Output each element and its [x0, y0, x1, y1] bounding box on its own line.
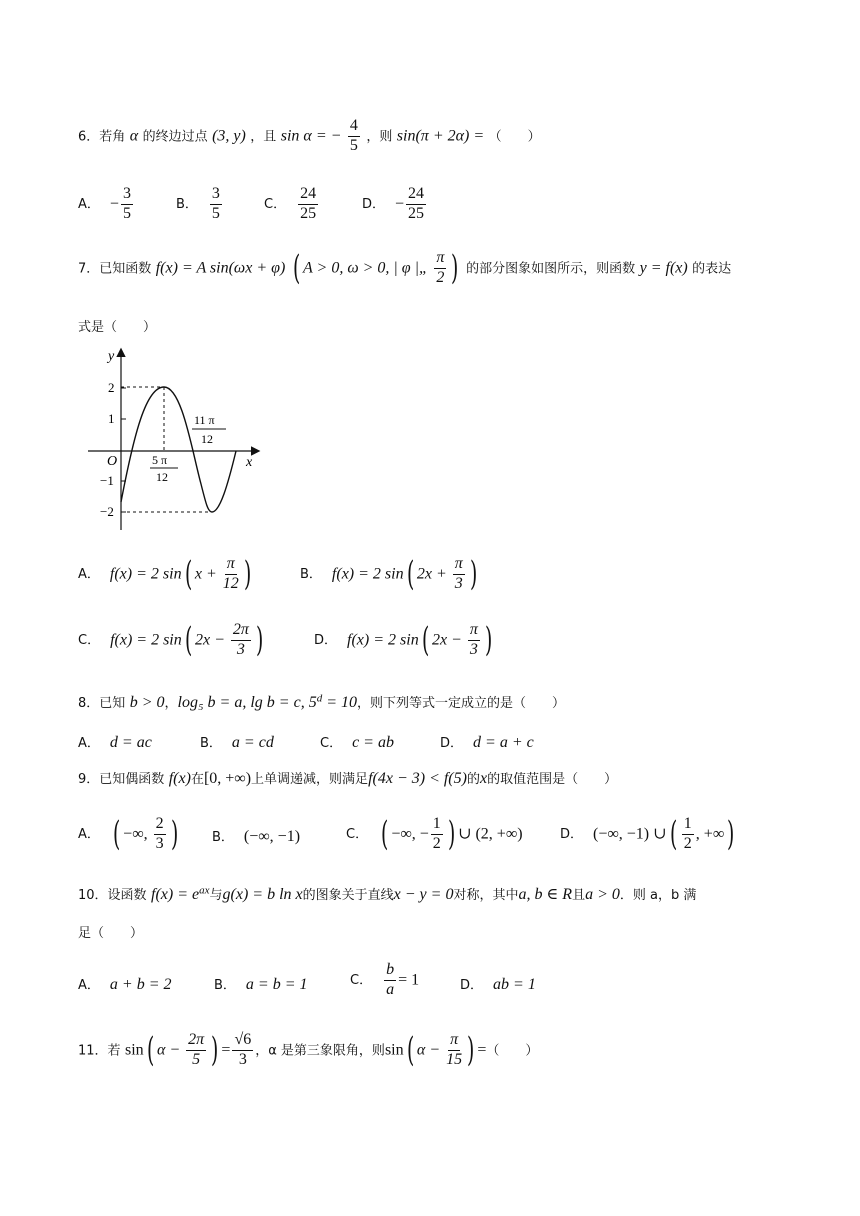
q10-option-d[interactable]: D． ab = 1 — [460, 976, 536, 993]
q10-option-a[interactable]: A． a + b = 2 — [78, 976, 172, 993]
q6-mid1: 的终边过点 — [142, 129, 208, 145]
q6-option-c[interactable]: C． $\frac{24}{25}$ — [264, 185, 317, 222]
q8-option-c[interactable]: C． c = ab — [320, 734, 394, 751]
question-7-stem-line2: 式是（ ） — [78, 320, 157, 335]
q6-option-a[interactable]: A． − $\frac{3}{5}$ — [78, 185, 131, 222]
q6-point: (3, y) — [212, 127, 246, 145]
q7-condition: A > 0, ω > 0, | φ |„ — [303, 259, 428, 277]
peak-x-num: 5 π — [152, 453, 168, 467]
q9-option-b[interactable]: B． (−∞, −1) — [212, 828, 301, 845]
q7-option-b[interactable]: B． f(x) = 2 sin( 2x + $\frac{\pi}{3}$ ) — [300, 554, 478, 595]
x-axis-label: x — [246, 455, 253, 470]
q8-option-d[interactable]: D． d = a + c — [440, 734, 534, 751]
q7-option-d[interactable]: D． f(x) = 2 sin( 2x − $\frac{\pi}{3}$ ) — [314, 620, 493, 661]
question-10-stem-line2: 足（ ） — [78, 926, 144, 941]
q8-option-a[interactable]: A． d = ac — [78, 734, 152, 751]
tick-2: 2 — [108, 380, 115, 395]
tick-neg1: −1 — [100, 473, 114, 488]
q10-option-c[interactable]: C． $\frac{b}{a}$ = 1 — [350, 961, 420, 998]
q6-alpha: α — [129, 127, 139, 145]
zero-x-den: 12 — [201, 432, 213, 446]
q9-option-d[interactable]: D． (−∞, −1) ∪( $\frac{1}{2}$ , +∞) — [560, 814, 735, 855]
sine-curve — [121, 387, 236, 512]
tick-1: 1 — [108, 411, 115, 426]
q6-option-b[interactable]: B． $\frac{3}{5}$ — [176, 185, 220, 222]
q7-sine-graph — [86, 344, 271, 534]
q6-blank: （ ） — [488, 129, 541, 145]
origin-label: O — [107, 454, 118, 469]
q8-option-b[interactable]: B． a = cd — [200, 734, 274, 751]
q10-option-b[interactable]: B． a = b = 1 — [214, 976, 308, 993]
q9-option-a[interactable]: A． ( −∞, $\frac{2}{3}$ ) — [78, 814, 178, 855]
q9-option-c[interactable]: C． ( −∞, − $\frac{1}{2}$ ) ∪ (2, +∞) — [346, 814, 523, 855]
question-9-stem: 9．已知偶函数 f(x)在[0, +∞)上单调递减，则满足f(4x − 3) < f(5)的x的取值范围是（ ） — [78, 770, 618, 787]
q7-function: f(x) = A sin(ωx + φ) — [155, 259, 286, 277]
q6-fraction: $\frac{4}{5}$ — [349, 117, 358, 154]
question-11-stem: 11．若 sin( α − $\frac{2\pi}{5}$ ) = $\frac{√6}{3}$ ，α 是第三象限角，则sin( α − $\frac{\pi}{15}$ ) =（ ） — [78, 1030, 539, 1071]
question-6-stem — [78, 118, 541, 155]
q6-mid3: ，则 — [366, 129, 393, 145]
q6-prefix: 6．若角 — [78, 129, 126, 145]
y-axis-label: y — [108, 349, 115, 364]
question-10-stem: 10．设函数 $f(x) = e^{ax}$与g(x) = b ln x的图象关于直线x − y = 0对称，其中a, b ∈ R且a > 0．则 a，b 满 — [78, 884, 697, 903]
q6-sin-expr: sin α = − — [280, 127, 342, 145]
q7-option-a[interactable]: A． f(x) = 2 sin( x + $\frac{\pi}{12}$ ) — [78, 554, 252, 595]
tick-neg2: −2 — [100, 504, 114, 519]
zero-x-num: 11 π — [194, 413, 215, 427]
q6-mid2: ，且 — [250, 129, 277, 145]
question-8-stem: 8．已知 b > 0，log₅ b = a, lg b = c, $5^d = 10$，则下列等式一定成立的是（ ） — [78, 692, 566, 711]
peak-x-den: 12 — [156, 470, 168, 484]
question-7-stem: 7．已知函数 f(x) = A sin(ωx + φ) ( A > 0, ω > 0, | φ |„ $\frac{\pi}{2}$ ) 的部分图象如图所示，则函数 y = f(x) 的表达 — [78, 248, 732, 289]
q6-target: sin(π + 2α) = — [396, 127, 485, 145]
q7-option-c[interactable]: C． f(x) = 2 sin( 2x − $\frac{2\pi}{3}$ ) — [78, 620, 264, 661]
q6-option-d[interactable]: D． − $\frac{24}{25}$ — [362, 185, 425, 222]
